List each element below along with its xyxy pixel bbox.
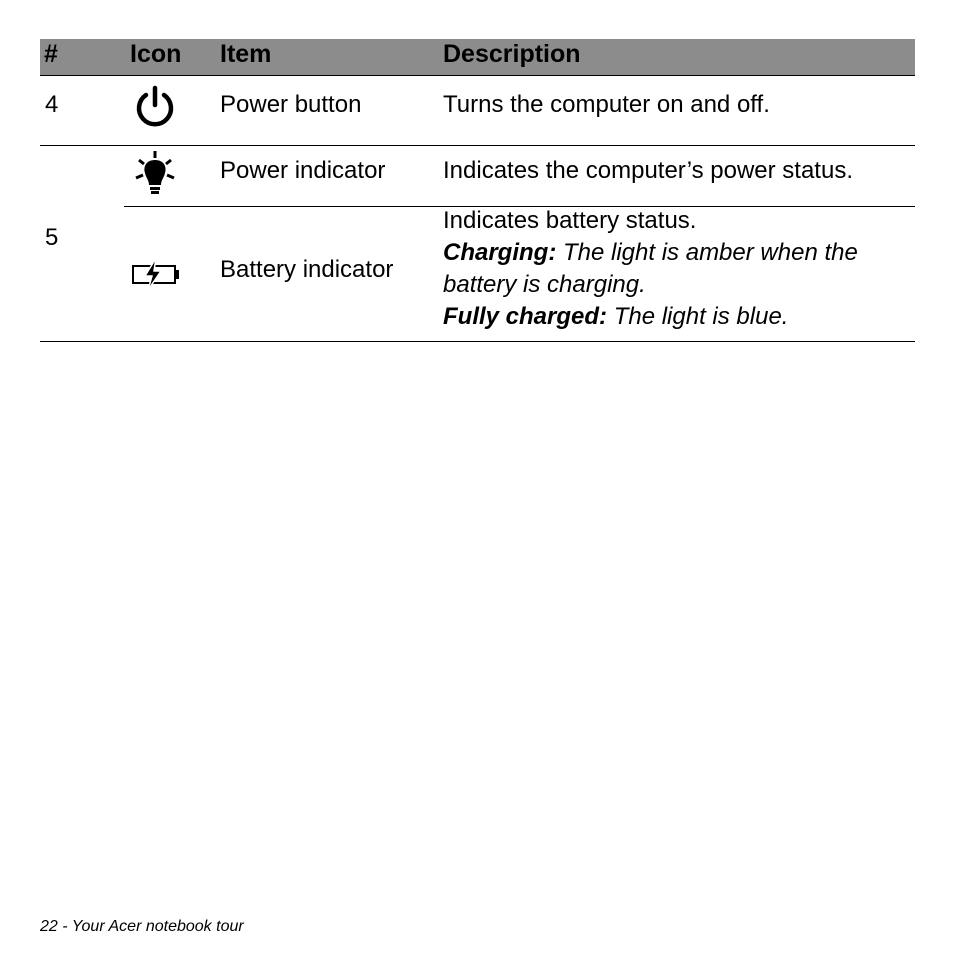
battery-charging-icon	[131, 256, 181, 297]
battery-status-intro: Indicates battery status.	[443, 207, 697, 234]
fully-charged-label: Fully charged:	[443, 303, 608, 330]
row-description: Indicates the computer’s power status.	[443, 157, 853, 184]
table-row	[40, 146, 915, 206]
charging-label: Charging:	[443, 239, 557, 266]
table-row	[40, 207, 915, 341]
table-bottom-border	[40, 341, 915, 342]
charging-text: The light is amber when the	[556, 239, 858, 266]
row-description	[443, 205, 858, 333]
row-number: 4	[45, 91, 59, 118]
page-footer: 22 - Your Acer notebook tour	[40, 918, 244, 935]
row-number: 5	[45, 224, 59, 251]
row-description: Turns the computer on and off.	[443, 91, 770, 118]
row-item: Power button	[220, 91, 362, 118]
charging-text-continued: battery is charging.	[443, 271, 646, 298]
power-indicator-icon	[133, 151, 177, 206]
icon-table	[40, 39, 915, 330]
header-item: Item	[220, 40, 272, 68]
header-icon: Icon	[130, 40, 182, 68]
table-header	[40, 39, 915, 76]
fully-charged-text: The light is blue.	[607, 303, 789, 330]
power-button-icon	[133, 85, 177, 134]
row-item: Battery indicator	[220, 256, 394, 283]
header-number: #	[44, 40, 58, 68]
table-row	[40, 76, 915, 145]
header-description: Description	[443, 40, 581, 68]
row-item: Power indicator	[220, 157, 386, 184]
